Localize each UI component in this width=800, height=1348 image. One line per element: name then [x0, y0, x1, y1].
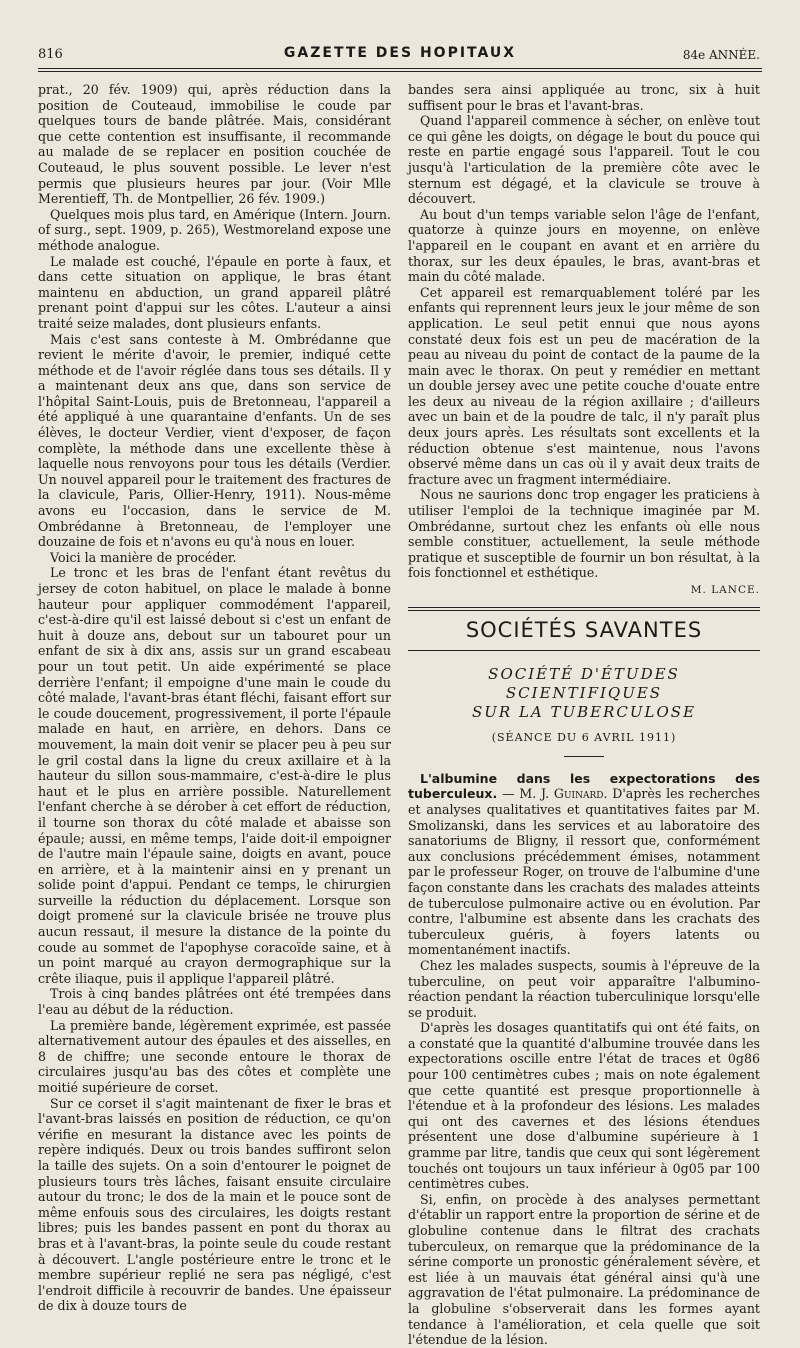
society-name [408, 665, 760, 722]
left-column [38, 82, 391, 1314]
volume-year: 84e ANNÉE. [682, 48, 760, 62]
society-name-line2: SUR LA TUBERCULOSE [471, 703, 697, 722]
section-title: SOCIÉTÉS SAVANTES [465, 617, 703, 642]
article-lead [408, 771, 760, 958]
paragraph: La première bande, légèrement exprimée, est passée alternativement autour des épaules et des aisselles, en 8 de chiffre; une seconde entoure le thorax de circulaires jusqu'au bas des côtes et complète une moitié supérieure de corset. [38, 1017, 391, 1095]
header-rule-double [38, 71, 762, 72]
paragraph: Quand l'appareil commence à sécher, on enlève tout ce qui gêne les doigts, on dégage le bout du pouce qui reste en partie engagé sous l'appareil. Tout le cou jusqu'à l'articulation de la première côte avec le sternum est dégagé, et la clavicule se trouve à découvert. [408, 113, 760, 207]
heading-dash: — [497, 786, 520, 802]
paragraph: Quelques mois plus tard, en Amérique (Intern. Journ. of surg., sept. 1909, p. 265), Westmoreland expose une méthode analogue. [38, 206, 391, 253]
section-rule-double [408, 610, 760, 611]
paragraph: D'après les dosages quantitatifs qui ont été faits, on a constaté que la quantité d'albumine trouvée dans les expectorations oscille entre l'état de traces et 0g86 pour 100 centimètres cubes ; mais on note également que cette quantité est presque proportionnelle à l'étendue et à la profondeur des lésions. Les malades qui ont des cavernes et des lésions étendues présentent une dose d'albumine supérieure à 1 gramme par litre, tandis que ceux qui sont légèrement touchés ont toujours un taux inférieur à 0g05 par 100 centimètres cubes. [408, 1020, 760, 1192]
paragraph: Le tronc et les bras de l'enfant étant revêtus du jersey de coton habituel, on place le malade à bonne hauteur pour appliquer commodément l'appareil, c'est-à-dire qu'il est laissé debout si c'est un enfant de huit à douze ans, debout sur un tabouret pour un enfant de six à dix ans, assis sur un grand escabeau pour un tout petit. Un aide expérimenté se place derrière l'enfant; il empoigne d'une main le coude du côté malade, l'avant-bras étant fléchi, faisant effort sur le coude doucement, progressivement, il porte l'épaule malade en haut, en arrière, en dehors. Dans ce mouvement, la main doit venir se placer peu à peu sur le gril costal dans la ligne du creux axillaire et à la hauteur du sillon sous-mammaire, c'est-à-dire le plus haut et le plus en arrière possible. Naturellement l'enfant cherche à se dérober à cet effort de réduction, il tourne son thorax du côté malade et abaisse son épaule; aussi, en même temps, l'aide doit-il empoigner de l'autre main l'épaule saine, doigts en avant, pouce en arrière, et à la maintenir ainsi en y prenant un solide point d'appui. Pendant ce temps, le chirurgien surveille la réduction du déplacement. Lorsque son doigt promené sur la clavicule brisée ne trouve plus aucun ressaut, il mesure la distance de la pointe du coude au sommet de l'apophyse coracoïde saine, et à un point marqué au crayon dermographique sur la crête iliaque, puis il applique l'appareil plâtré. [38, 565, 391, 986]
paragraph: prat., 20 fév. 1909) qui, après réduction dans la position de Couteaud, immobilise le coude par quelques tours de bande plâtrée. Mais, considérant que cette contention est insuffisante, il recommande au malade de se replacer en position couchée de Couteaud, le plus souvent possible. Le lever n'est permis que plusieurs heures par jour. (Voir Mlle Merentieff, Th. de Montpellier, 26 fév. 1909.) [38, 82, 391, 207]
page-number: 816 [38, 47, 63, 62]
paragraph: Voici la manière de procéder. [50, 549, 237, 565]
author-signature: M. LANCE. [690, 584, 760, 596]
paragraph: bandes sera ainsi appliquée au tronc, six à huit suffisent pour le bras et l'avant-bras. [408, 82, 760, 113]
paragraph: Sur ce corset il s'agit maintenant de fixer le bras et l'avant-bras laissés en position de réduction, ce qu'on vérifie en mesurant la distance avec les points de repère indiqués. Deux ou trois bandes suffiront selon la taille des sujets. On a soin d'entourer le poignet de plusieurs tours très lâches, faisant ensuite circulaire autour du tronc; le dos de la main et le pouce sont de même enfouis sous des circulaires, les doigts restant libres; puis les bandes passent en pont du thorax au bras et à l'avant-bras, la pointe seule du coude restant à découvert. L'angle postérieure entre le tronc et le membre supérieur replié ne sera pas négligé, c'est l'endroit difficile à recouvrir de bandes. Une épaisseur de dix à douze tours de [38, 1095, 391, 1314]
article-author: M. J. Guinard. [519, 786, 608, 802]
paragraph: Chez les malades suspects, soumis à l'épreuve de la tuberculine, on peut voir apparaître l'albumino-réaction pendant la réaction tuberculinique lorsqu'elle se produit. [408, 957, 760, 1020]
paragraph: Nous ne saurions donc trop engager les praticiens à utiliser l'emploi de la technique imaginée par M. Ombrédanne, surtout chez les enfants où elle nous semble constituer, actuellement, la seule méthode pratique et susceptible de fournir un bon résultat, à la fois fonctionnel et esthétique. [408, 487, 760, 581]
paragraph: Si, enfin, on procède à des analyses permettant d'établir un rapport entre la proportion de sérine et de globuline contenue dans le filtrat des crachats tuberculeux, on remarque que la prédominance de la sérine comporte un pronostic généralement sévère, et est liée à un mauvais état général ainsi qu'à une aggravation de l'état pulmonaire. La prédominance de la globuline s'observerait dans les formes ayant tendance à l'amélioration, et cela quelle que soit l'étendue de la lésion. [408, 1191, 760, 1348]
paragraph: Le malade est couché, l'épaule en porte à faux, et dans cette situation on applique, le bras étant maintenu en abduction, un grand appareil plâtré prenant point d'appui sur les côtes. L'auteur a ainsi traité seize malades, dont plusieurs enfants. [38, 253, 391, 331]
header-rule [38, 68, 762, 69]
paragraph: Trois à cinq bandes plâtrées ont été trempées dans l'eau au début de la réduction. [38, 986, 391, 1018]
article-heading: L'albumine dans les expectorations des tuberculeux. [408, 770, 760, 802]
section-rule [408, 607, 760, 608]
section-rule-bottom [408, 650, 760, 651]
journal-title: GAZETTE DES HOPITAUX [283, 45, 517, 61]
session-date: (SÉANCE DU 6 AVRIL 1911) [491, 731, 677, 745]
article-first-paragraph: D'après les recherches et analyses qualitatives et quantitatives faites par M. Smolizanski, dans les services et au laboratoire des sanatoriums de Bligny, il ressort que, conformément aux conclusions précédemment émises, notamment par le professeur Roger, on trouve de l'albumine d'une façon constante dans les crachats des malades atteints de tuberculose pulmonaire active ou en évolution. Par contre, l'albumine est absente dans les crachats des tuberculeux guéris, à foyers latents ou momentanément inactifs. [408, 786, 760, 958]
right-column [408, 82, 760, 1348]
paragraph: Cet appareil est remarquablement toléré par les enfants qui reprennent leurs jeux le jour même de son application. Le seul petit ennui que nous ayons constaté deux fois est un peu de macération de la peau au niveau du point de contact de la paume de la main avec le thorax. On peut y remédier en mettant un double jersey avec une petite couche d'ouate entre les deux au niveau de la région axillaire ; d'ailleurs avec un bain et de la poudre de talc, il n'y paraît plus deux jours après. Les résultats sont excellents et la réduction obtenue s'est maintenue, nous l'avons observé même dans un cas où il y avait deux traits de fracture avec un fragment intermédiaire. [408, 284, 760, 487]
short-divider [564, 756, 604, 757]
paragraph: Mais c'est sans conteste à M. Ombrédanne que revient le mérite d'avoir, le premier, indiqué cette méthode et de l'avoir réglée dans tous ses détails. Il y a maintenant deux ans que, dans son service de l'hôpital Saint-Louis, puis de Bretonneau, l'appareil a été appliqué à une quarantaine d'enfants. Un de ses élèves, le docteur Verdier, vient d'exposer, de façon complète, la méthode dans une excellente thèse à laquelle nous renvoyons pour tous les détails (Verdier. Un nouvel appareil pour le traitement des fractures de la clavicule, Paris, Ollier-Henry, 1911). Nous-même avons eu l'occasion, dans le service de M. Ombrédanne à Bretonneau, de l'employer une douzaine de fois et n'avons eu qu'à nous en louer. [38, 331, 391, 550]
paragraph: Au bout d'un temps variable selon l'âge de l'enfant, quatorze à quinze jours en moyenne, on enlève l'appareil en le coupant en avant et en arrière du thorax, sur les deux épaules, le bras, avant-bras et main du côté malade. [408, 206, 760, 285]
society-name-line1: SOCIÉTÉ D'ÉTUDES SCIENTIFIQUES [488, 665, 680, 703]
